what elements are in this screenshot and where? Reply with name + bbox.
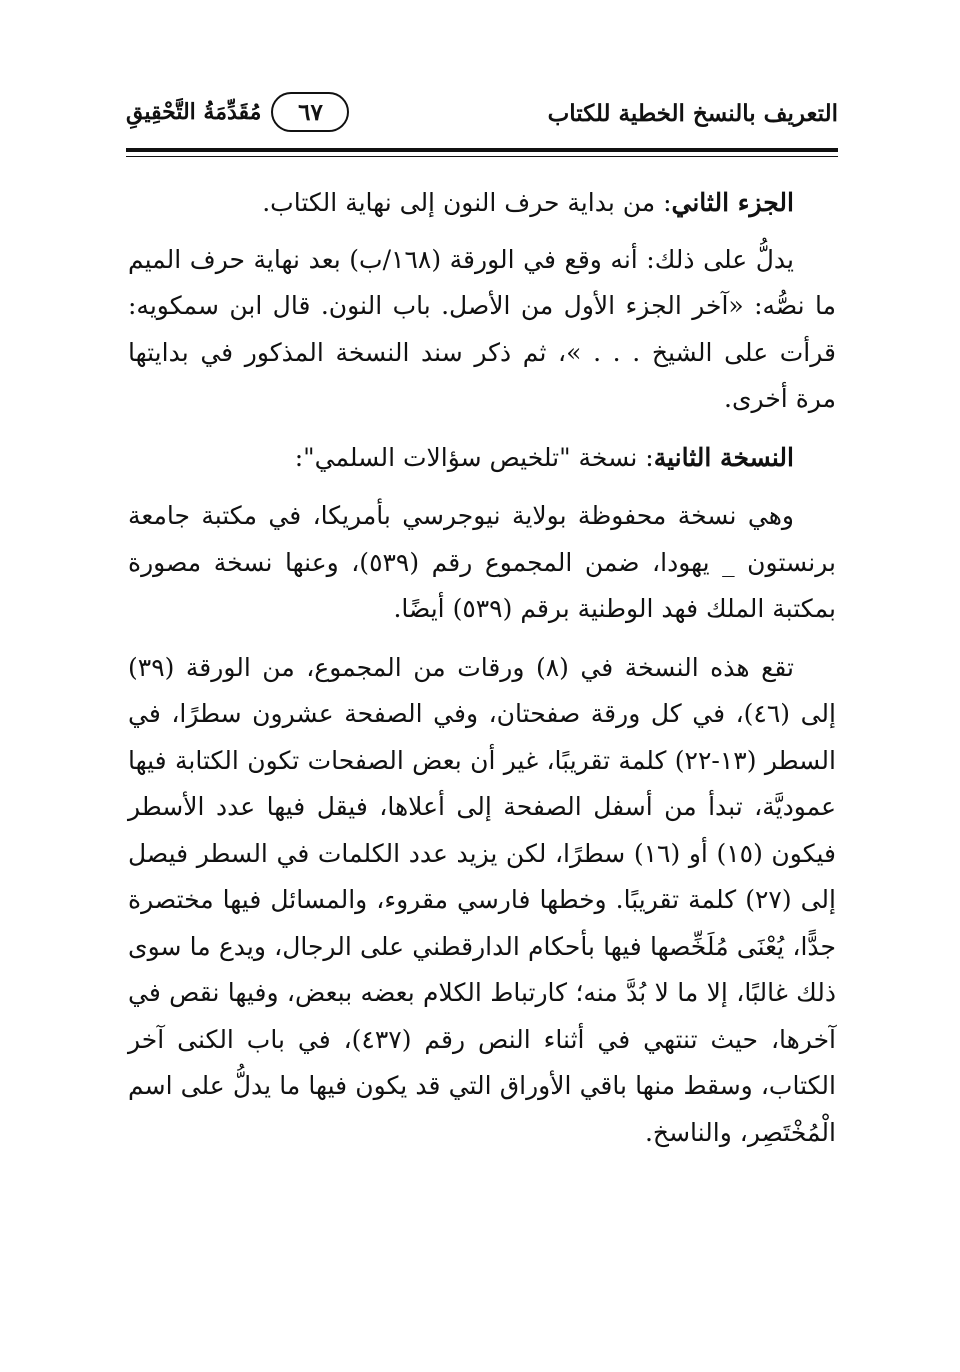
chapter-title: التعريف بالنسخ الخطية للكتاب [547,100,838,127]
header-rule-thick [126,148,838,152]
paragraph-lead: الجزء الثاني [671,188,794,217]
page-number-badge: ٦٧ [271,92,349,132]
running-header [126,92,838,144]
paragraph-text: : من بداية حرف النون إلى نهاية الكتاب. [262,188,672,217]
header-rule-thin [126,156,838,157]
paragraph-text: : نسخة "تلخيص سؤالات السلمي": [294,442,654,472]
paragraph-description: تقع هذه النسخة في (٨) ورقات من المجموع، من الورقة (٣٩) إلى (٤٦)، في كل ورقة صفحتان، وفي الصفحة عشرون سطرًا، في السطر (١٣-٢٢) كلمة تقريبًا، غير أن بعض الصفحات تكون الكتابة فيها عموديَّة، تبدأ من أسفل الصفحة إلى أعلاها، فيقل فيها عدد الأسطر فيكون (١٥) أو (١٦) سطرًا، لكن يزيد عدد الكلمات في السطر فيصل إلى (٢٧) كلمة تقريبًا. وخطها فارسي مقروء، والمسائل فيها مختصرة جدًّا، يُعْنَى مُلَخِّصها فيها بأحكام الدارقطني على الرجال، ويدع ما سوى ذلك غالبًا، إلا ما لا بُدَّ منه؛ كارتباط الكلام بعضه ببعض، وفيها نقص في آخرها، حيث تنتهي في أثناء النص رقم (٤٣٧)، في باب الكنى آخر الكتاب، وسقط منها باقي الأوراق التي قد يكون فيها ما يدلُّ على اسم الْمُخْتَصِر، والناسخ. [128,652,837,1147]
paragraph-lead: النسخة الثانية [653,442,794,472]
header-section-group [126,92,349,132]
paragraph-part-two [128,180,836,227]
section-title: مُقَدِّمَةُ التَّحْقِيقِ [126,99,262,125]
paragraph-second-copy [128,435,836,482]
page-body [128,180,836,1168]
paragraph-evidence: يدلُّ على ذلك: أنه وقع في الورقة (١٦٨/ب) بعد نهاية حرف الميم ما نصُّه: «آخر الجزء الأول من الأصل. باب النون. قال ابن سمكويه: قرأت على الشيخ . . . »، ثم ذكر سند النسخة المذكور في بدايتها مرة أخرى. [128,244,836,413]
paragraph-location: وهي نسخة محفوظة بولاية نيوجرسي بأمريكا، في مكتبة جامعة برنستون _ يهودا، ضمن المجموع رقم (٥٣٩)، وعنها نسخة مصورة بمكتبة الملك فهد الوطنية برقم (٥٣٩) أيضًا. [128,501,837,623]
